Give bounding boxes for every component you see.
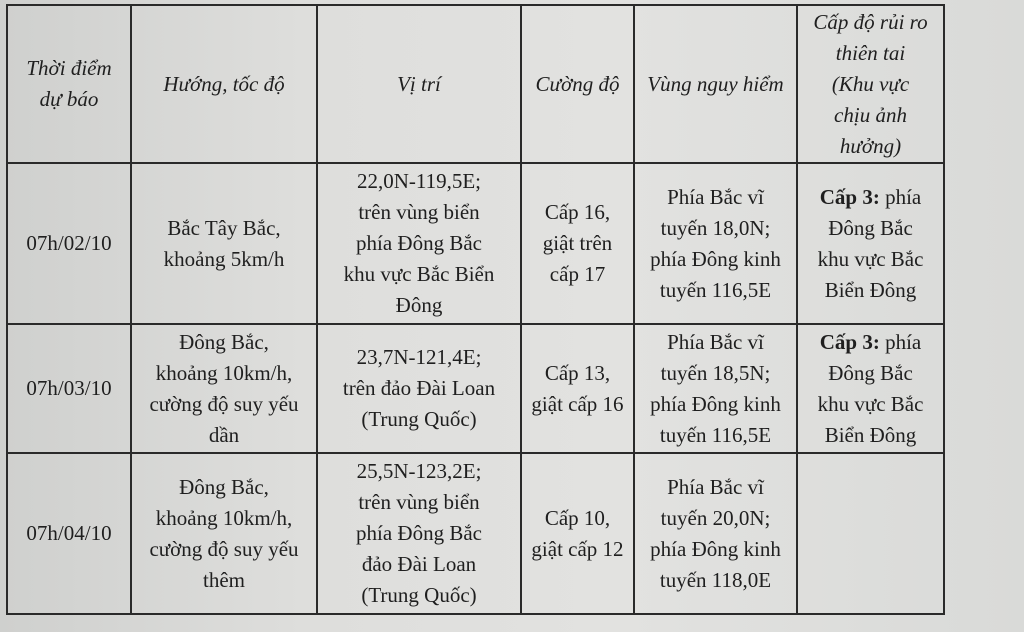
cell-danger-zone: Phía Bắc vĩ tuyến 18,5N; phía Đông kinh tuyến 116,5E: [634, 324, 797, 453]
cell-time: 07h/04/10: [7, 453, 131, 614]
cell-intensity: Cấp 13, giật cấp 16: [521, 324, 634, 453]
table-row: [7, 324, 944, 453]
header-row: [7, 5, 944, 163]
cell-risk-level: Cấp 3: phía Đông Bắc khu vực Bắc Biển Đông: [797, 324, 944, 453]
cell-risk-level: [797, 453, 944, 614]
cell-position: 25,5N-123,2E; trên vùng biển phía Đông Bắc đảo Đài Loan (Trung Quốc): [317, 453, 521, 614]
header-position: Vị trí: [317, 5, 521, 163]
cell-intensity: Cấp 16, giật trên cấp 17: [521, 163, 634, 324]
header-risk-level: Cấp độ rủi ro thiên tai (Khu vực chịu ảnh hưởng): [797, 5, 944, 163]
cell-danger-zone: Phía Bắc vĩ tuyến 18,0N; phía Đông kinh tuyến 116,5E: [634, 163, 797, 324]
risk-level-label: Cấp 3:: [819, 329, 880, 354]
cell-position: 22,0N-119,5E; trên vùng biển phía Đông Bắc khu vực Bắc Biển Đông: [317, 163, 521, 324]
cell-direction: Đông Bắc, khoảng 10km/h, cường độ suy yếu dần: [131, 324, 317, 453]
table-row: [7, 453, 944, 614]
header-danger-zone: Vùng nguy hiểm: [634, 5, 797, 163]
cell-time: 07h/02/10: [7, 163, 131, 324]
risk-level-label: Cấp 3:: [819, 184, 880, 209]
cell-intensity: Cấp 10, giật cấp 12: [521, 453, 634, 614]
cell-danger-zone: Phía Bắc vĩ tuyến 20,0N; phía Đông kinh tuyến 118,0E: [634, 453, 797, 614]
header-intensity: Cường độ: [521, 5, 634, 163]
cell-direction: Bắc Tây Bắc, khoảng 5km/h: [131, 163, 317, 324]
cell-direction: Đông Bắc, khoảng 10km/h, cường độ suy yếu thêm: [131, 453, 317, 614]
cell-time: 07h/03/10: [7, 324, 131, 453]
header-direction: Hướng, tốc độ: [131, 5, 317, 163]
cell-position: 23,7N-121,4E; trên đảo Đài Loan (Trung Quốc): [317, 324, 521, 453]
forecast-table: [6, 4, 945, 615]
header-time: Thời điểm dự báo: [7, 5, 131, 163]
cell-risk-level: Cấp 3: phía Đông Bắc khu vực Bắc Biển Đông: [797, 163, 944, 324]
table-row: [7, 163, 944, 324]
